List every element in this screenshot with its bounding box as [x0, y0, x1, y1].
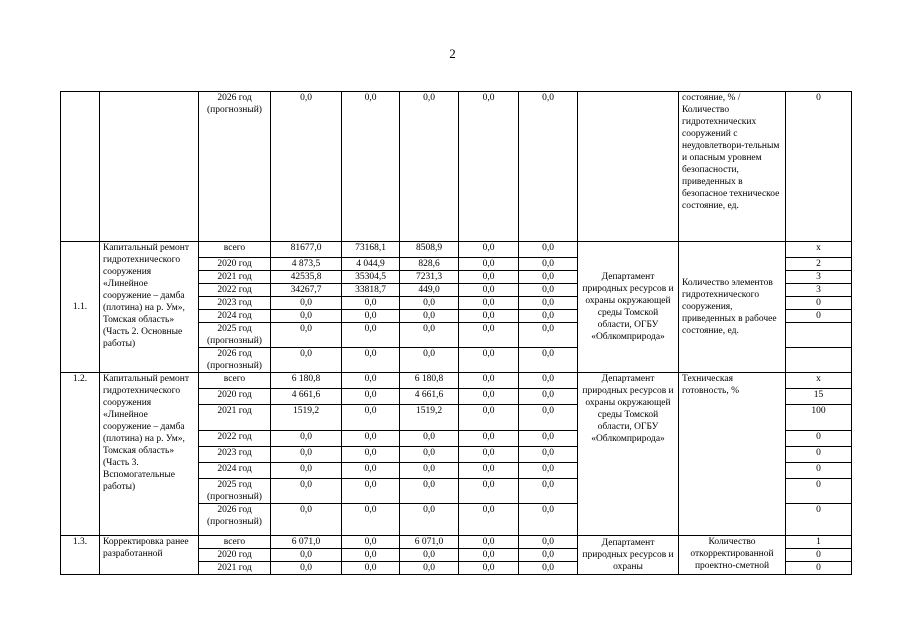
year-cell: 2025 год (прогнозный) [199, 479, 271, 504]
value-cell: 0,0 [342, 297, 400, 310]
value-cell: 0,0 [342, 348, 400, 373]
value-cell: 42535,8 [271, 271, 342, 284]
value-cell: 6 180,8 [400, 373, 459, 389]
value-cell: 0,0 [459, 242, 519, 258]
indicator-cell: Количество откорректированной проектно-сметной [679, 536, 786, 575]
value-cell: 0,0 [519, 92, 578, 242]
target-cell: х [786, 373, 852, 389]
value-cell: 0,0 [271, 479, 342, 504]
value-cell: 6 071,0 [400, 536, 459, 549]
value-cell: 4 044,9 [342, 258, 400, 271]
year-cell: всего [199, 536, 271, 549]
target-cell: х [786, 242, 852, 258]
target-cell: 0 [786, 479, 852, 504]
target-cell: 0 [786, 549, 852, 562]
value-cell: 0,0 [519, 284, 578, 297]
value-cell: 0,0 [459, 463, 519, 479]
cell [61, 92, 100, 242]
value-cell: 0,0 [400, 92, 459, 242]
value-cell: 0,0 [342, 431, 400, 447]
value-cell: 0,0 [519, 389, 578, 405]
value-cell: 33818,7 [342, 284, 400, 297]
program-table [60, 91, 852, 575]
value-cell: 0,0 [271, 549, 342, 562]
value-cell: 0,0 [271, 504, 342, 536]
value-cell: 0,0 [519, 271, 578, 284]
value-cell: 81677,0 [271, 242, 342, 258]
item-name-cell: Капитальный ремонт гидротехнического сооружения «Линейное сооружение – дамба (плотина) на р. Ум», Томская область» (Часть 2. Основные работы) [100, 242, 199, 373]
target-cell: 0 [786, 504, 852, 536]
value-cell: 0,0 [519, 323, 578, 348]
value-cell: 73168,1 [342, 242, 400, 258]
item-name-cell: Корректировка ранее разработанной [100, 536, 199, 575]
value-cell: 0,0 [271, 310, 342, 323]
value-cell: 1519,2 [271, 405, 342, 431]
target-cell: 0 [786, 562, 852, 575]
value-cell: 0,0 [459, 297, 519, 310]
target-cell: 0 [786, 92, 852, 242]
value-cell: 0,0 [519, 463, 578, 479]
value-cell: 0,0 [271, 92, 342, 242]
executor-cell [578, 92, 679, 242]
year-cell: 2020 год [199, 258, 271, 271]
target-cell: 0 [786, 310, 852, 323]
value-cell: 0,0 [459, 284, 519, 297]
target-cell: 0 [786, 463, 852, 479]
value-cell: 0,0 [271, 297, 342, 310]
page-number: 2 [449, 46, 456, 61]
value-cell: 0,0 [459, 536, 519, 549]
year-cell: всего [199, 242, 271, 258]
value-cell: 0,0 [342, 373, 400, 389]
indicator-cell: Количество элементов гидротехнического сооружения, приведенных в рабочее состояние, ед. [679, 242, 786, 373]
value-cell: 0,0 [519, 242, 578, 258]
value-cell: 0,0 [400, 447, 459, 463]
value-cell: 449,0 [400, 284, 459, 297]
value-cell: 0,0 [271, 447, 342, 463]
table-row [61, 536, 852, 549]
value-cell: 0,0 [519, 348, 578, 373]
year-cell: 2026 год (прогнозный) [199, 348, 271, 373]
value-cell: 0,0 [271, 348, 342, 373]
year-cell: 2021 год [199, 562, 271, 575]
value-cell: 4 661,6 [400, 389, 459, 405]
value-cell: 6 180,8 [271, 373, 342, 389]
value-cell: 0,0 [519, 447, 578, 463]
value-cell: 0,0 [459, 323, 519, 348]
value-cell: 0,0 [342, 447, 400, 463]
value-cell: 34267,7 [271, 284, 342, 297]
value-cell: 828,6 [400, 258, 459, 271]
year-cell: всего [199, 373, 271, 389]
value-cell: 0,0 [459, 348, 519, 373]
value-cell: 0,0 [459, 447, 519, 463]
value-cell: 0,0 [519, 536, 578, 549]
value-cell: 0,0 [400, 463, 459, 479]
cell [100, 92, 199, 242]
target-cell: 1 [786, 536, 852, 549]
value-cell: 0,0 [459, 92, 519, 242]
year-cell: 2023 год [199, 297, 271, 310]
value-cell: 35304,5 [342, 271, 400, 284]
value-cell: 0,0 [342, 389, 400, 405]
year-cell: 2021 год [199, 271, 271, 284]
value-cell: 0,0 [400, 297, 459, 310]
target-cell: 3 [786, 271, 852, 284]
value-cell: 0,0 [342, 536, 400, 549]
value-cell: 0,0 [271, 431, 342, 447]
year-cell: 2024 год [199, 463, 271, 479]
year-cell: 2022 год [199, 431, 271, 447]
year-cell: 2024 год [199, 310, 271, 323]
value-cell: 0,0 [400, 323, 459, 348]
value-cell: 0,0 [519, 310, 578, 323]
value-cell: 6 071,0 [271, 536, 342, 549]
value-cell: 0,0 [519, 297, 578, 310]
target-cell [786, 348, 852, 373]
target-cell: 100 [786, 405, 852, 431]
value-cell: 0,0 [459, 373, 519, 389]
target-cell: 3 [786, 284, 852, 297]
target-cell: 2 [786, 258, 852, 271]
target-cell [786, 323, 852, 348]
year-cell: 2026 год (прогнозный) [199, 504, 271, 536]
value-cell: 0,0 [400, 479, 459, 504]
value-cell: 0,0 [459, 258, 519, 271]
value-cell: 0,0 [400, 562, 459, 575]
value-cell: 0,0 [400, 504, 459, 536]
value-cell: 0,0 [271, 323, 342, 348]
value-cell: 0,0 [271, 463, 342, 479]
value-cell: 0,0 [459, 310, 519, 323]
executor-cell: Департамент природных ресурсов и охраны [578, 536, 679, 575]
table-row [61, 373, 852, 389]
value-cell: 0,0 [400, 348, 459, 373]
value-cell: 0,0 [519, 549, 578, 562]
year-cell: 2020 год [199, 389, 271, 405]
table-row [61, 242, 852, 258]
value-cell: 0,0 [459, 549, 519, 562]
value-cell: 0,0 [459, 271, 519, 284]
value-cell: 0,0 [342, 479, 400, 504]
table-row [61, 92, 852, 242]
value-cell: 4 873,5 [271, 258, 342, 271]
indicator-cell: состояние, % / Количество гидротехнических сооружений с неудовлетвори-тельным и опасным уровнем безопасности, приведенных в безопасное техническое состояние, ед. [679, 92, 786, 242]
value-cell: 0,0 [519, 258, 578, 271]
target-cell: 15 [786, 389, 852, 405]
executor-cell: Департамент природных ресурсов и охраны окружающей среды Томской области, ОГБУ «Облкомприрода» [578, 242, 679, 373]
value-cell: 0,0 [342, 92, 400, 242]
value-cell: 0,0 [342, 562, 400, 575]
value-cell: 0,0 [342, 405, 400, 431]
item-number-cell: 1.1. [61, 242, 100, 373]
year-cell: 2021 год [199, 405, 271, 431]
item-number-cell: 1.3. [61, 536, 100, 575]
value-cell: 0,0 [400, 431, 459, 447]
value-cell: 0,0 [459, 504, 519, 536]
value-cell: 0,0 [459, 479, 519, 504]
value-cell: 0,0 [519, 562, 578, 575]
value-cell: 0,0 [342, 463, 400, 479]
value-cell: 8508,9 [400, 242, 459, 258]
value-cell: 0,0 [459, 405, 519, 431]
year-cell: 2020 год [199, 549, 271, 562]
year-cell: 2025 год (прогнозный) [199, 323, 271, 348]
year-cell: 2022 год [199, 284, 271, 297]
year-cell: 2023 год [199, 447, 271, 463]
item-name-cell: Капитальный ремонт гидротехнического сооружения «Линейное сооружение – дамба (плотина) на р. Ум», Томская область» (Часть 3. Вспомогательные работы) [100, 373, 199, 536]
value-cell: 0,0 [519, 479, 578, 504]
value-cell: 0,0 [400, 310, 459, 323]
executor-cell: Департамент природных ресурсов и охраны окружающей среды Томской области, ОГБУ «Облкомприрода» [578, 373, 679, 536]
value-cell: 0,0 [271, 562, 342, 575]
value-cell: 0,0 [519, 373, 578, 389]
value-cell: 0,0 [519, 504, 578, 536]
value-cell: 4 661,6 [271, 389, 342, 405]
value-cell: 0,0 [342, 549, 400, 562]
value-cell: 0,0 [342, 323, 400, 348]
item-number-cell: 1.2. [61, 373, 100, 536]
target-cell: 0 [786, 297, 852, 310]
target-cell: 0 [786, 447, 852, 463]
value-cell: 0,0 [459, 431, 519, 447]
year-cell: 2026 год (прогнозный) [199, 92, 271, 242]
indicator-cell: Техническая готовность, % [679, 373, 786, 536]
value-cell: 7231,3 [400, 271, 459, 284]
value-cell: 0,0 [519, 431, 578, 447]
value-cell: 0,0 [342, 310, 400, 323]
value-cell: 0,0 [459, 389, 519, 405]
target-cell: 0 [786, 431, 852, 447]
value-cell: 0,0 [400, 549, 459, 562]
value-cell: 0,0 [519, 405, 578, 431]
value-cell: 0,0 [342, 504, 400, 536]
value-cell: 1519,2 [400, 405, 459, 431]
value-cell: 0,0 [459, 562, 519, 575]
